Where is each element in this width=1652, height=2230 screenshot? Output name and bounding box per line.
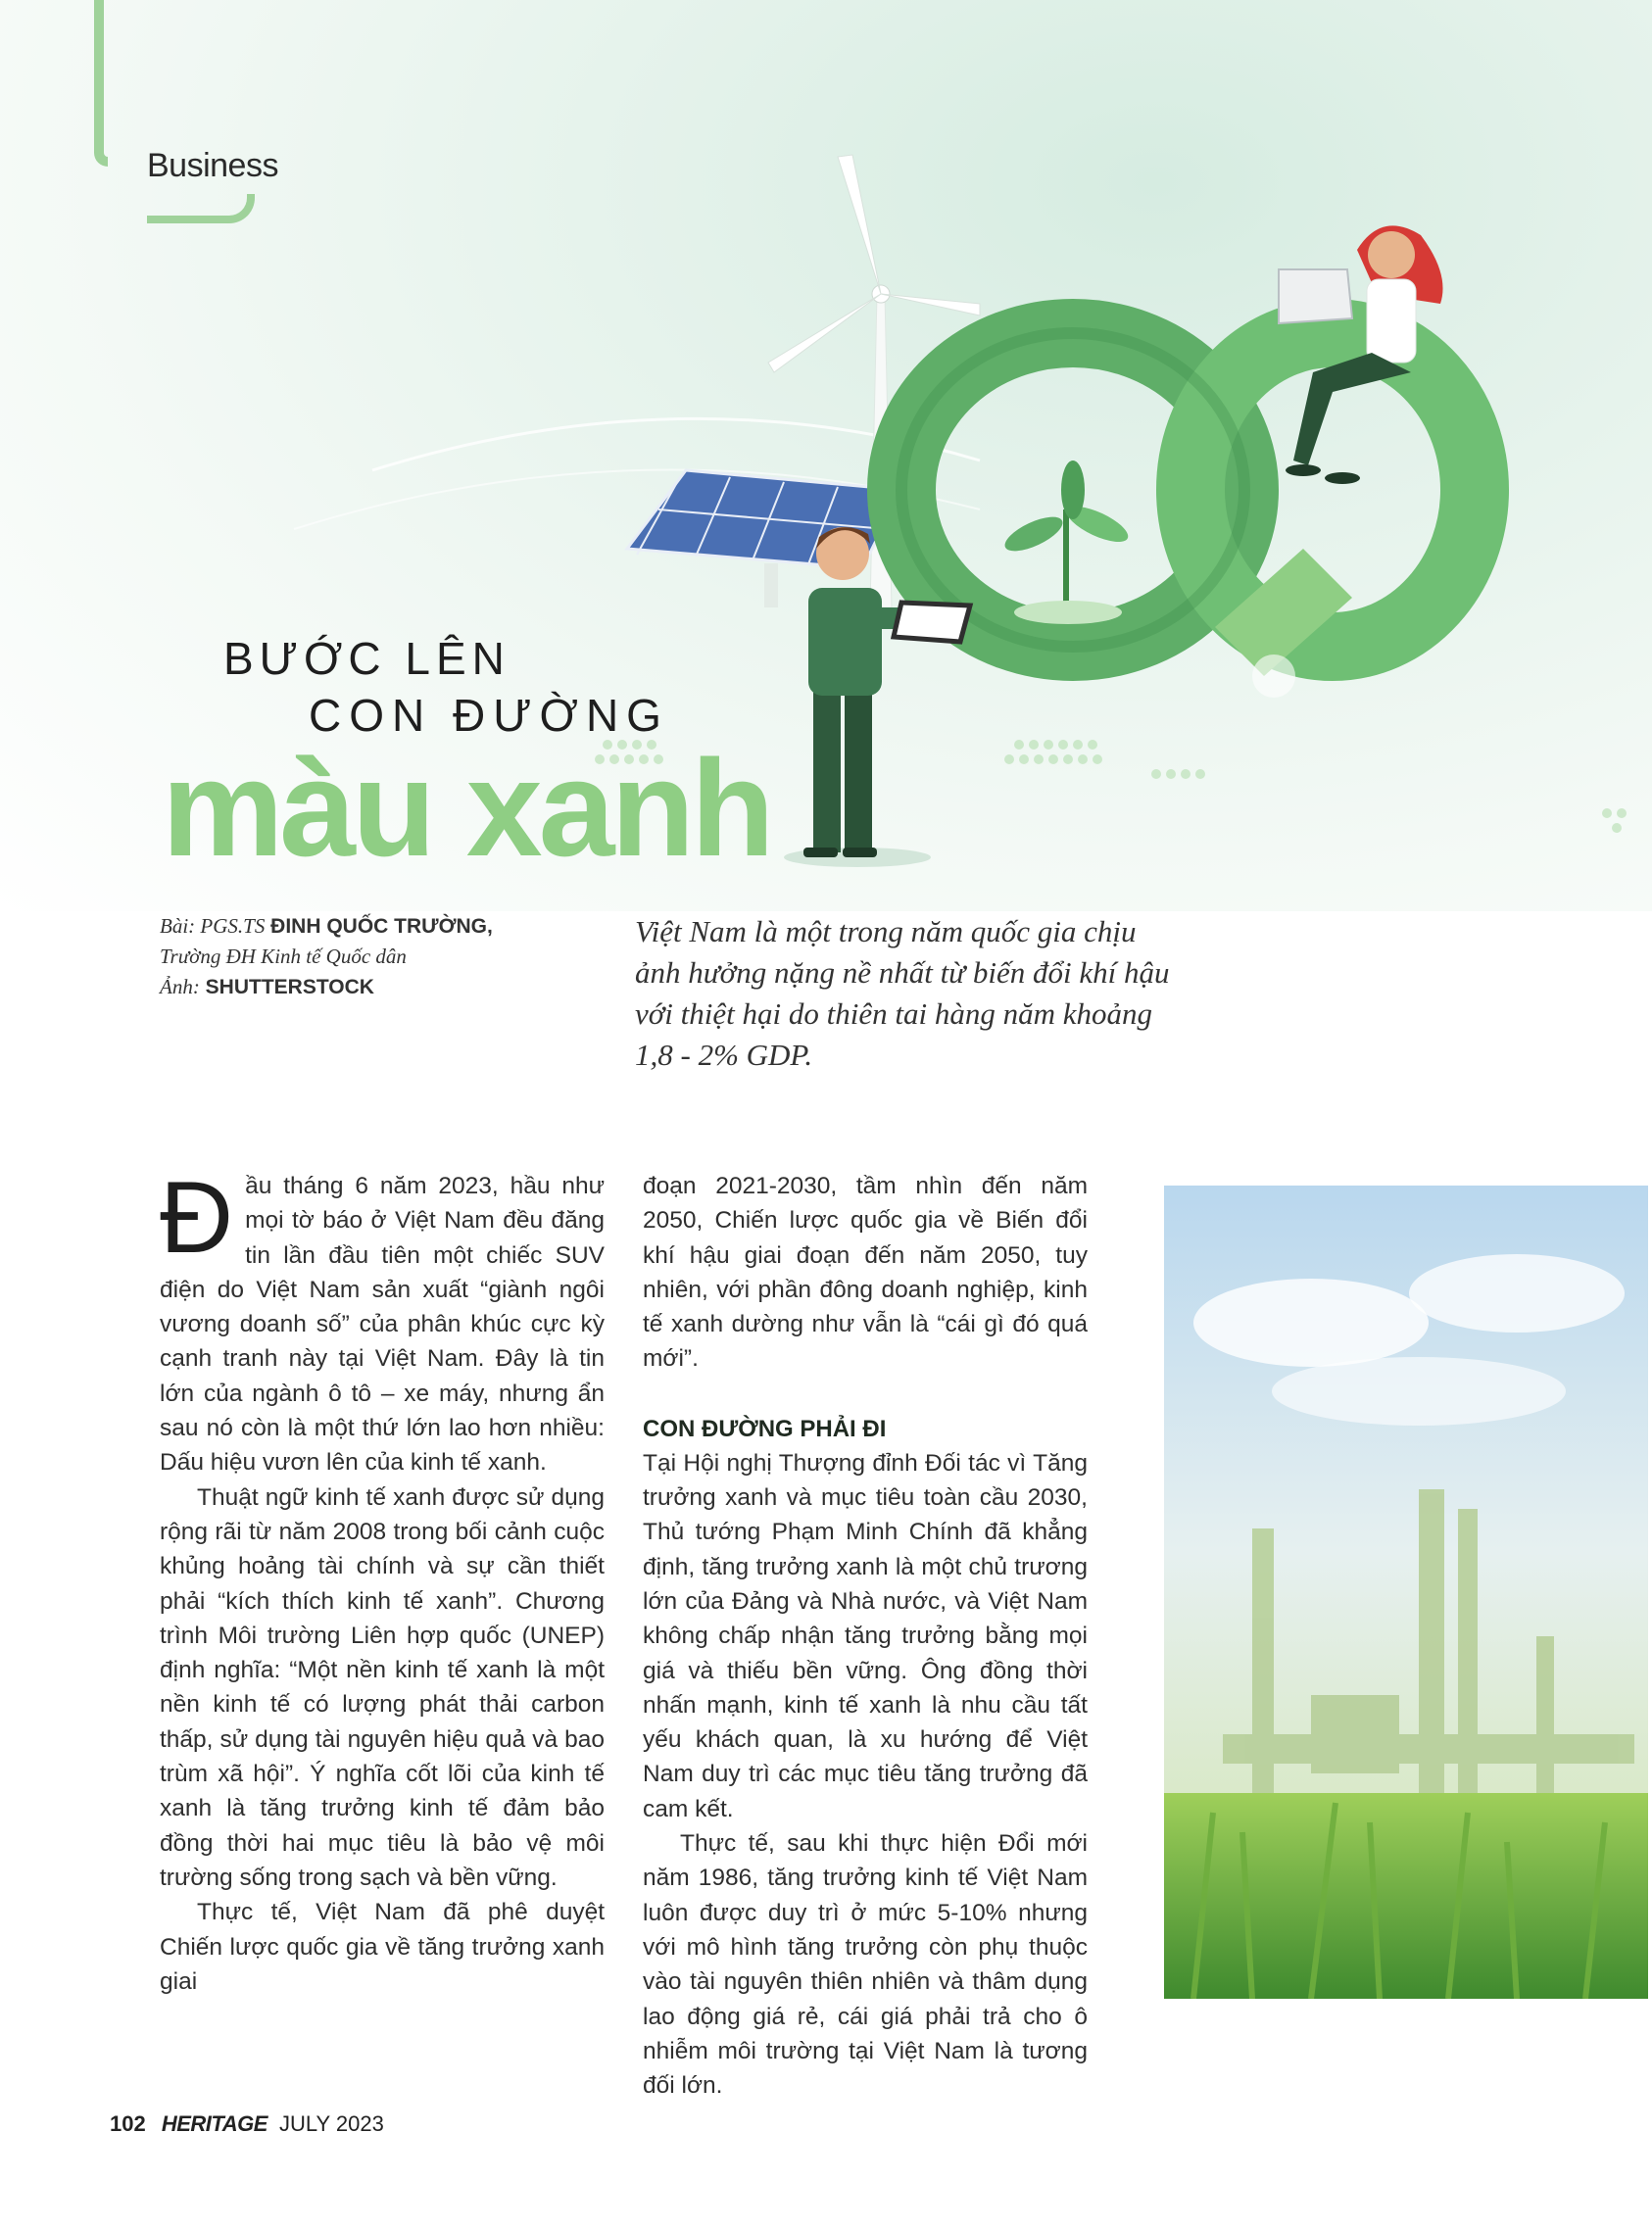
factory-photo <box>1164 1186 1648 1999</box>
paragraph: Thực tế, sau khi thực hiện Đổi mới năm 1986, tăng trưởng kinh tế Việt Nam luôn được duy trì ở mức 5-10% nhưng với mô hình tăng trưởng còn phụ thuộc vào tài nguyên thiên nhiên và thâm dụng lao động giá rẻ, cái giá phải trả cho ô nhiễm môi trường tại Việt Nam là tương đối lớn. <box>643 1830 1088 2100</box>
photo-prefix: Ảnh: <box>160 975 200 998</box>
headline-line2: CON ĐƯỜNG <box>309 690 669 741</box>
author-prefix: Bài: PGS.TS <box>160 914 266 938</box>
infinity-loop <box>901 333 1475 698</box>
paragraph: ầu tháng 6 năm 2023, hầu như mọi tờ báo ở Việt Nam đều đăng tin lần đầu tiên một chiếc SUV điện do Việt Nam sản xuất “giành ngôi vương doanh số” của phân khúc cực kỳ cạnh tranh này tại Việt Nam. Đây là tin lớn của ngành ô tô – xe máy, nhưng ẩn sau nó còn là một thứ lớn lao hơn nhiều: Dấu hiệu vươn lên của kinh tế xanh. <box>160 1173 605 1477</box>
paragraph: Thực tế, Việt Nam đã phê duyệt Chiến lược quốc gia về tăng trưởng xanh giai <box>160 1899 605 1995</box>
page-footer <box>110 2111 384 2137</box>
drop-cap: Đ <box>160 1161 234 1275</box>
plant <box>1000 461 1133 624</box>
section-rule <box>94 0 108 167</box>
issue-date: JULY 2023 <box>279 2111 384 2136</box>
photo-credit: SHUTTERSTOCK <box>205 976 374 998</box>
paragraph: Tại Hội nghị Thượng đỉnh Đối tác vì Tăng trưởng xanh và mục tiêu toàn cầu 2030, Thủ tướng Phạm Minh Chính đã khẳng định, tăng trưởng xanh là một chủ trương lớn của Đảng và Nhà nước, và Việt Nam không chấp nhận tăng trưởng bằng mọi giá và thiếu bền vững. Ông đồng thời nhấn mạnh, kinh tế xanh là nhu cầu tất yếu khách quan, là xu hướng để Việt Nam duy trì các mục tiêu tăng trưởng đã cam kết. <box>643 1449 1088 1822</box>
page-number: 102 <box>110 2111 146 2136</box>
magazine-name: HERITAGE <box>161 2111 267 2136</box>
byline <box>160 911 493 1002</box>
author-affiliation: Trường ĐH Kinh tế Quốc dân <box>160 945 407 968</box>
article-column-1 <box>160 1161 605 1999</box>
subheading: CON ĐƯỜNG PHẢI ĐI <box>643 1415 887 1442</box>
headline-highlight: màu xanh <box>162 731 771 885</box>
section-underline <box>147 194 255 223</box>
paragraph: đoạn 2021-2030, tầm nhìn đến năm 2050, Chiến lược quốc gia về Biến đổi khí hậu giai đoạn đến năm 2050, tuy nhiên, với phần đông doanh nghiệp, kinh tế xanh dường như vẫn là “cái gì đó quá mới”. <box>643 1173 1088 1373</box>
section-label: Business <box>147 147 278 184</box>
author-name: ĐINH QUỐC TRƯỜNG, <box>270 915 493 938</box>
paragraph: Thuật ngữ kinh tế xanh được sử dụng rộng rãi từ năm 2008 trong bối cảnh cuộc khủng hoảng tài chính và sự cần thiết phải “kích thích kinh tế xanh”. Chương trình Môi trường Liên hợp quốc (UNEP) định nghĩa: “Một nền kinh tế xanh là một nền kinh tế có lượng phát thải carbon thấp, sử dụng tài nguyên hiệu quả và bao trùm xã hội”. Ý nghĩa cốt lõi của kinh tế xanh là tăng trưởng kinh tế đảm bảo đồng thời hai mục tiêu là bảo vệ môi trường sống trong sạch và bền vững. <box>160 1483 605 1891</box>
headline-line1: BƯỚC LÊN <box>223 633 510 684</box>
lede: Việt Nam là một trong năm quốc gia chịu ảnh hưởng nặng nề nhất từ biến đổi khí hậu với thiệt hại do thiên tai hàng năm khoảng 1,8 - 2% GDP. <box>635 914 1170 1072</box>
article-column-2 <box>643 1169 1088 2103</box>
